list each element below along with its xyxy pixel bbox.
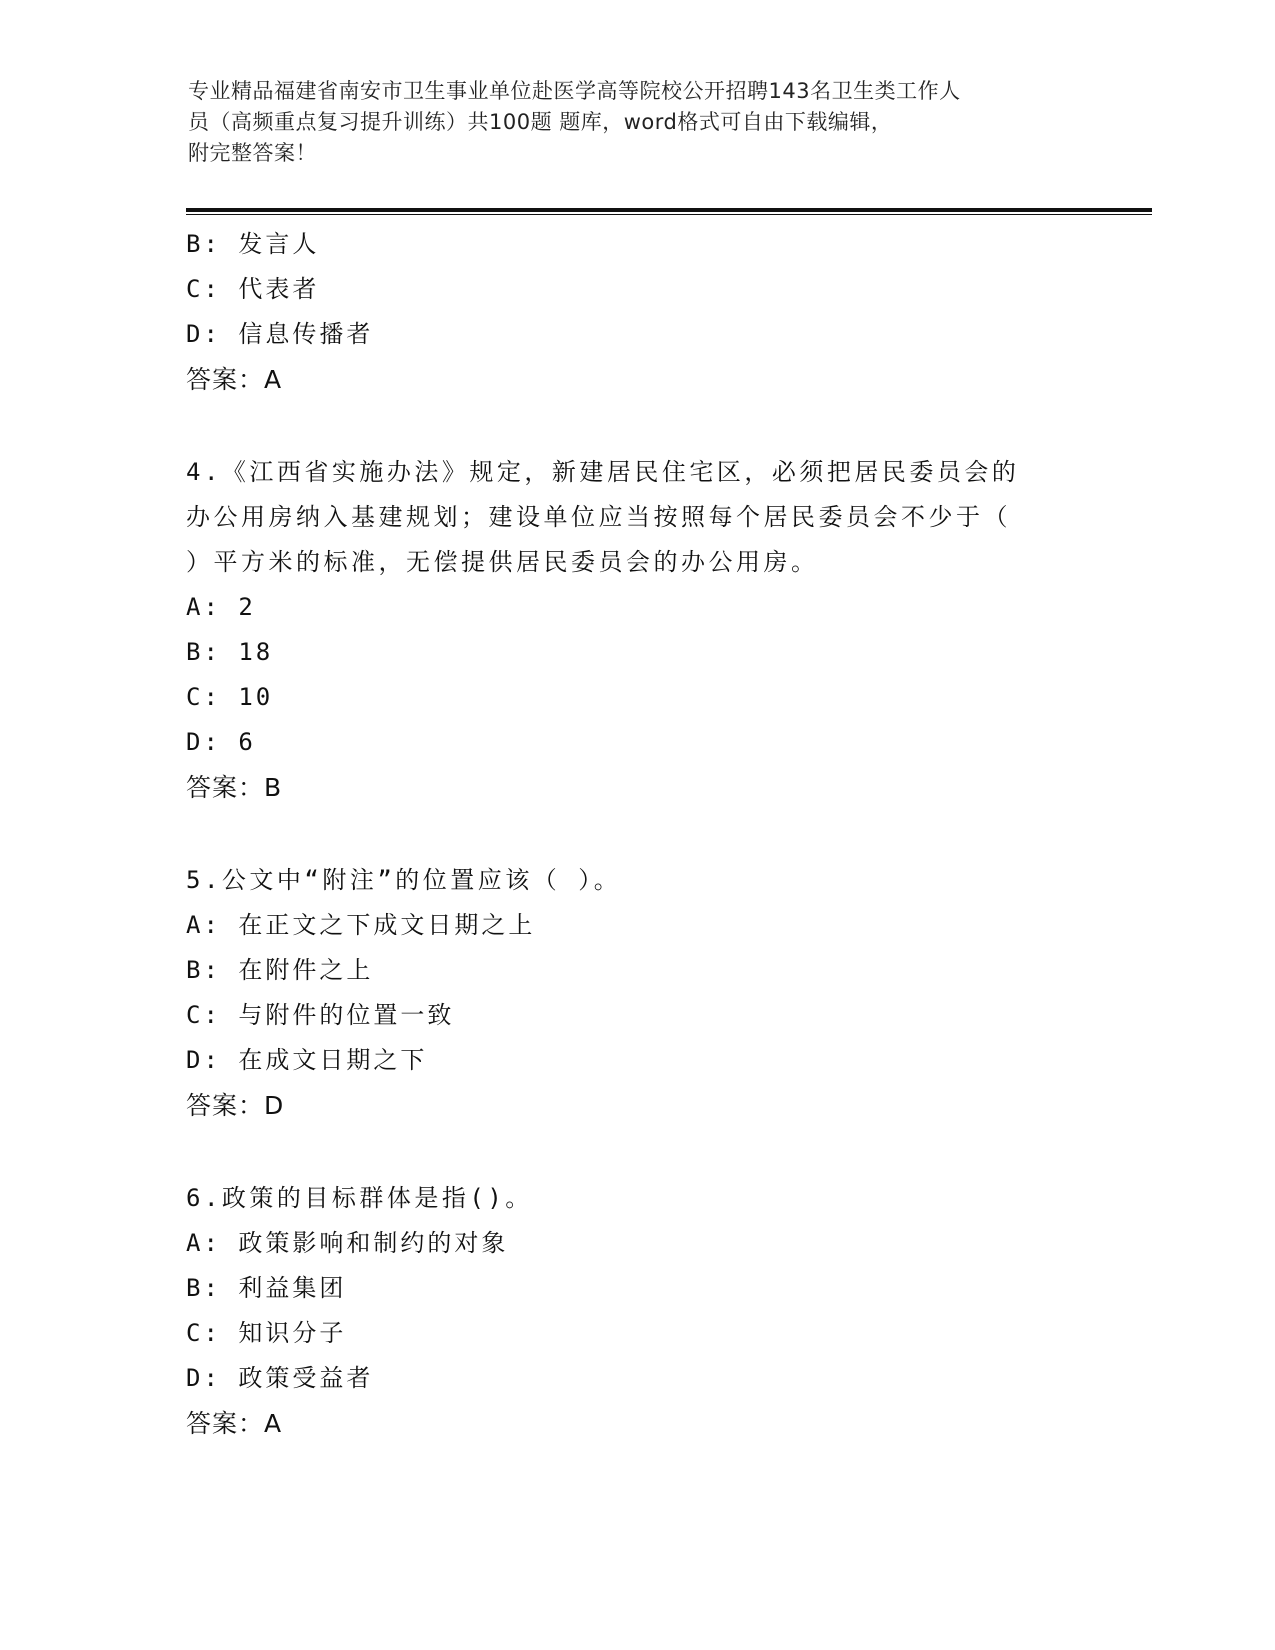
option-a: A: 2 <box>186 593 256 621</box>
question-5 <box>186 858 1086 1128</box>
option-c: C: 与附件的位置一致 <box>186 1001 455 1029</box>
option-c: C: 知识分子 <box>186 1319 347 1347</box>
question-stem-line: 办公用房纳入基建规划；建设单位应当按照每个居民委员会不少于（ <box>186 503 1011 531</box>
header-divider-thick <box>186 208 1152 212</box>
option-d: D: 在成文日期之下 <box>186 1046 428 1074</box>
answer-line: 答案：B <box>186 773 283 802</box>
option-c: C: 代表者 <box>186 275 320 303</box>
option-d: D: 信息传播者 <box>186 320 374 348</box>
question-stem-line: 6.政策的目标群体是指()。 <box>186 1184 533 1212</box>
answer-line: 答案：D <box>186 1091 285 1120</box>
header-line: 员（高频重点复习提升训练）共100题 题库，word格式可自由下载编辑， <box>188 110 893 134</box>
header-line: 专业精品福建省南安市卫生事业单位赴医学高等院校公开招聘143名卫生类工作人 <box>188 79 961 103</box>
question-stem-line: ）平方米的标准，无偿提供居民委员会的办公用房。 <box>186 548 819 576</box>
option-a: A: 政策影响和制约的对象 <box>186 1229 509 1257</box>
header-line: 附完整答案！ <box>188 141 317 165</box>
option-d: D: 政策受益者 <box>186 1364 374 1392</box>
option-b: B: 利益集团 <box>186 1274 347 1302</box>
question-stem-line: 5.公文中“附注”的位置应该（ ）。 <box>186 866 622 894</box>
option-b: B: 18 <box>186 638 274 666</box>
option-b: B: 在附件之上 <box>186 956 374 984</box>
option-b: B: 发言人 <box>186 230 320 258</box>
question-6 <box>186 1176 1086 1446</box>
question-4 <box>186 450 1086 810</box>
answer-line: 答案：A <box>186 1409 283 1438</box>
header-divider-thin <box>186 214 1152 215</box>
option-c: C: 10 <box>186 683 274 711</box>
question-stem-line: 4.《江西省实施办法》规定，新建居民住宅区，必须把居民委员会的 <box>186 458 1020 486</box>
answer-line: 答案：A <box>186 365 283 394</box>
option-d: D: 6 <box>186 728 256 756</box>
question-3-continued <box>186 222 1086 402</box>
option-a: A: 在正文之下成文日期之上 <box>186 911 536 939</box>
document-header <box>188 76 1088 169</box>
question-list <box>186 222 1086 1446</box>
